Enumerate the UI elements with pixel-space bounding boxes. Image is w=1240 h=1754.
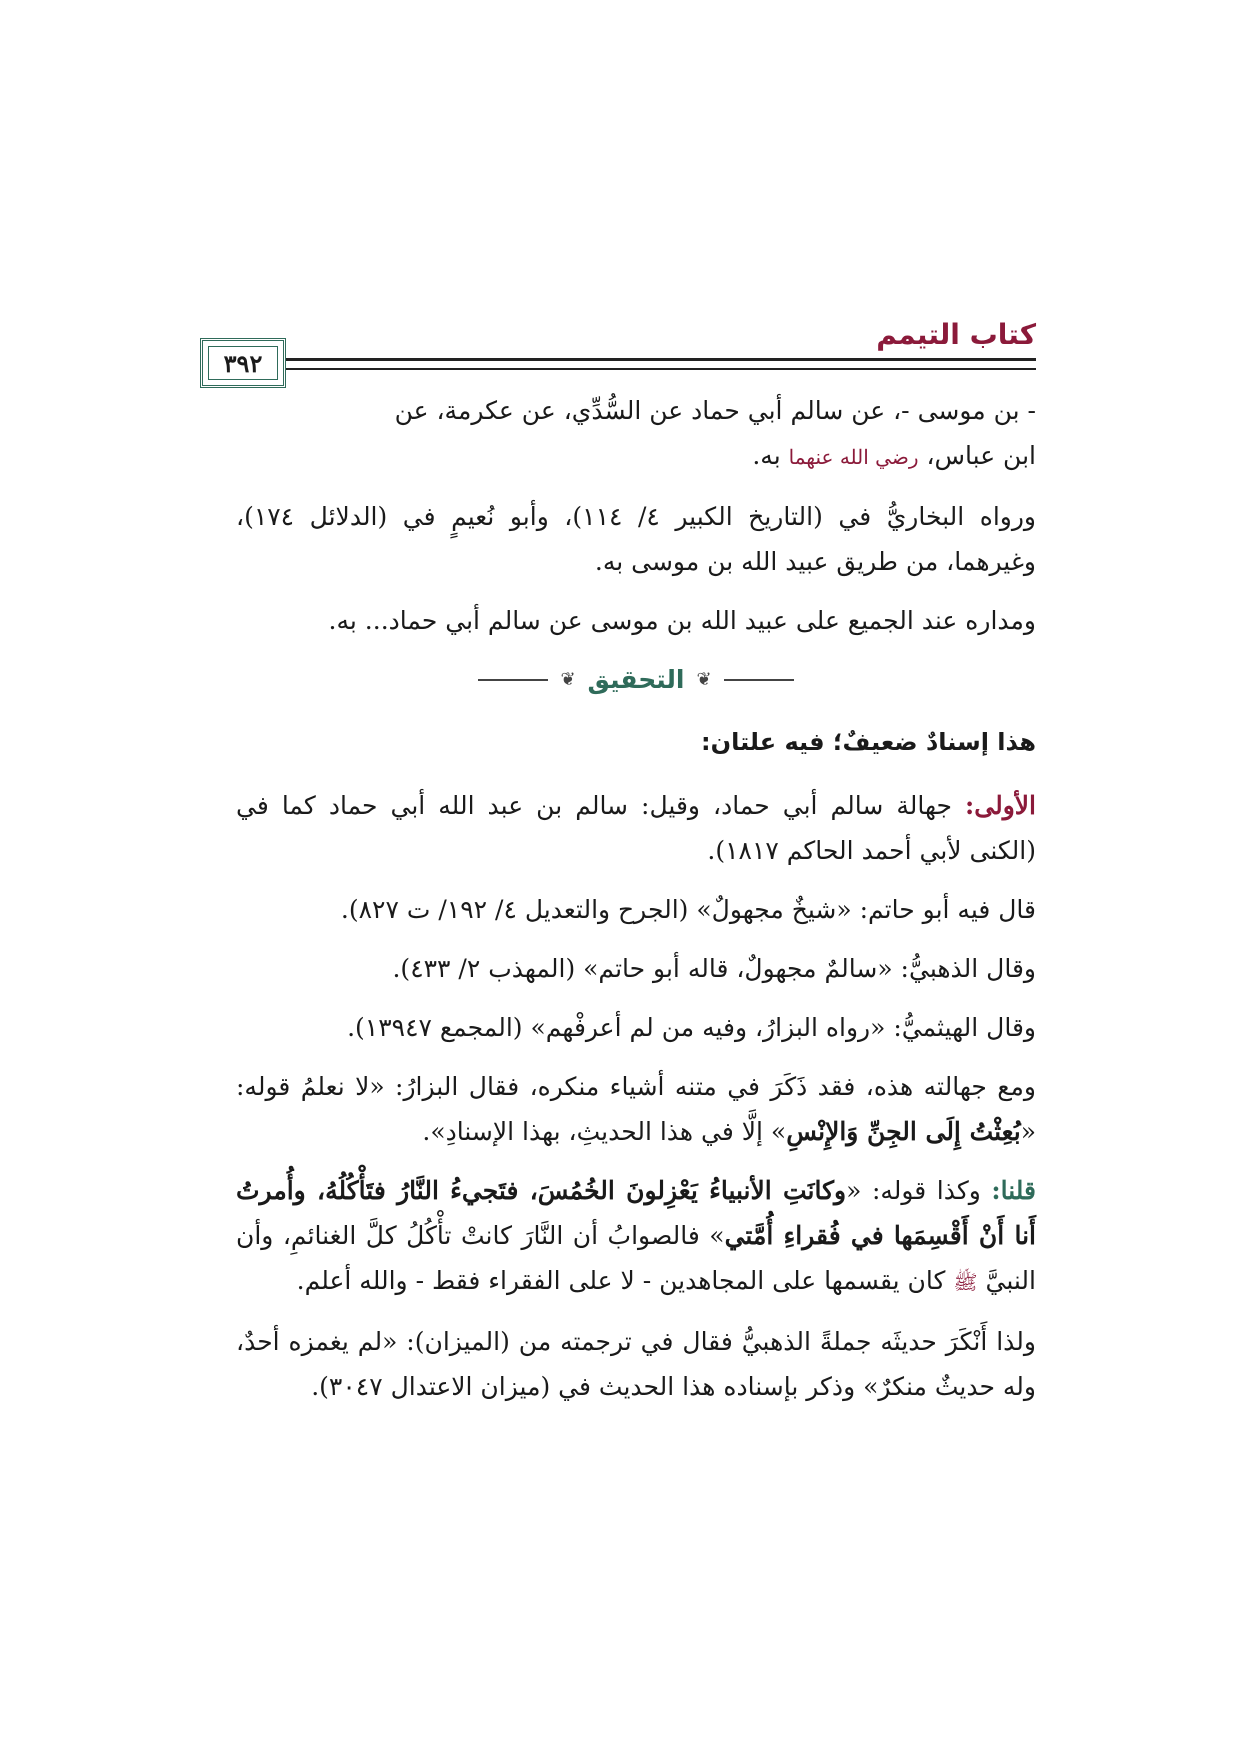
text-segment: ومع جهالته هذه، فقد ذَكَرَ في متنه أشياء منكره، فقال البزارُ: «لا نعلمُ قوله: «: [236, 1072, 1036, 1146]
text-segment: وكذا قوله: «: [846, 1176, 992, 1205]
text-segment: به.: [752, 441, 789, 470]
paragraph: قال فيه أبو حاتم: «شيخٌ مجهولٌ» (الجرح والتعديل ٤/ ١٩٢/ ت ٨٢٧).: [340, 895, 1036, 924]
section-divider: [236, 657, 1036, 702]
text-segment: كان يقسمها على المجاهدين - لا على الفقراء فقط - والله أعلم.: [296, 1266, 954, 1295]
ornament-icon: ❦: [560, 669, 576, 690]
paragraph: ومداره عند الجميع على عبيد الله بن موسى عن سالم أبي حماد... به.: [328, 606, 1036, 635]
text-segment: جهالة سالم أبي حماد، وقيل: سالم بن عبد الله أبي حماد كما في (الكنى لأبي أحمد الحاكم ١٨١٧).: [236, 791, 1036, 865]
page-number: ٣٩٢: [208, 346, 278, 380]
paragraph: [236, 388, 1036, 480]
page-header: [223, 310, 1036, 388]
paragraph: وقال الهيثميُّ: «رواه البزارُ، وفيه من لم أعرفْهم» (المجمع ١٣٩٤٧).: [347, 1013, 1036, 1042]
paragraph: ورواه البخاريُّ في (التاريخ الكبير ٤/ ١١٤)، وأبو نُعيمٍ في (الدلائل ١٧٤)، وغيرهما، من طريق عبيد الله بن موسى به.: [236, 502, 1037, 576]
paragraph: [236, 1168, 1036, 1305]
header-rule-bottom: [236, 368, 1036, 370]
book-page: [223, 310, 1037, 1423]
paragraph: ولذا أَنْكَرَ حديثَه جملةً الذهبيُّ فقال في ترجمته من (الميزان): «لم يغمزه أحدٌ، وله حديثٌ منكرٌ» وذكر بإسناده هذا الحديث في (ميزان الاعتدال ٣٠٤٧).: [236, 1327, 1036, 1401]
text-segment: » فالصوابُ أن النَّارَ كانتْ تأْكُلُ كلَّ الغنائمِ، وأن النبيَّ: [236, 1221, 1036, 1295]
honorific-glyph: ﷺ: [953, 1270, 978, 1294]
paragraph: [236, 783, 1036, 873]
hadith-quote: بُعِثْتُ إِلَى الجِنِّ وَالإِنْسِ: [786, 1117, 1021, 1146]
text-segment: » إلَّا في هذا الحديثِ، بهذا الإسنادِ».: [422, 1117, 787, 1146]
section-label: التحقيق: [587, 665, 685, 694]
point-label: الأولى:: [965, 791, 1036, 820]
page-body: [236, 388, 1036, 1409]
point-label: قلنا:: [991, 1176, 1036, 1205]
text-segment: ابن عباس،: [918, 441, 1036, 470]
divider-line: [724, 679, 794, 681]
page-number-badge: [200, 338, 286, 388]
section-heading: هذا إسنادٌ ضعيفٌ؛ فيه علتان:: [701, 728, 1036, 756]
chapter-title: كتاب التيمم: [876, 318, 1036, 351]
hadith-quote: وكانَتِ الأنبياءُ يَعْزِلونَ الخُمُسَ، فتَجيءُ النَّارُ فتَأْكُلُهُ، وأُمرتُ أَنا أَنْ أَقْسِمَها في فُقراءِ أُمَّتي: [236, 1176, 1036, 1250]
header-rule-top: [236, 358, 1036, 361]
divider-line: [478, 679, 548, 681]
honorific-glyph: رضي الله عنهما: [788, 445, 919, 469]
paragraph: وقال الذهبيُّ: «سالمٌ مجهولٌ، قاله أبو حاتم» (المهذب ٢/ ٤٣٣).: [392, 954, 1036, 983]
text-line: - بن موسى -، عن سالم أبي حماد عن السُّدِّي، عن عكرمة، عن: [394, 396, 1036, 425]
paragraph: [236, 1064, 1036, 1154]
ornament-icon: ❦: [696, 669, 712, 690]
